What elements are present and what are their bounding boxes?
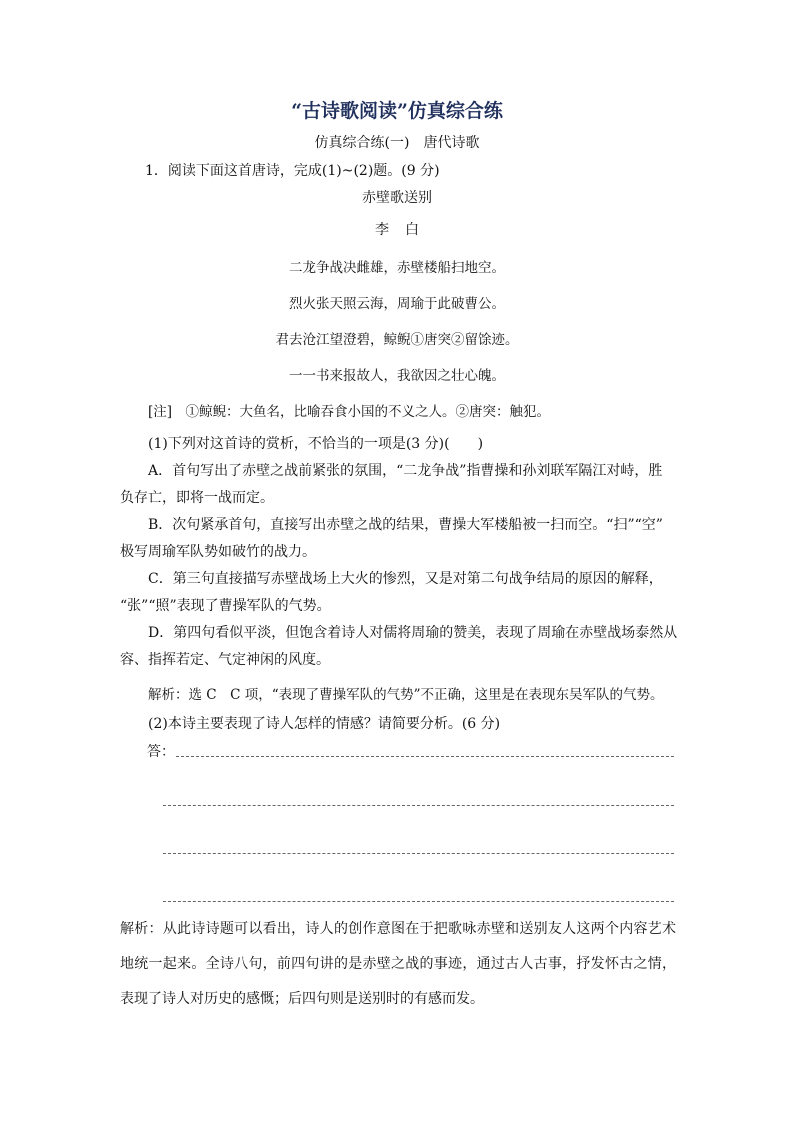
option-c: C．第三句直接描写赤壁战场上大火的惨烈，又是对第二句战争结局的原因的解释，: [148, 571, 663, 587]
page-title: “古诗歌阅读”仿真综合练: [291, 100, 503, 122]
poem-author: 李白: [375, 222, 435, 238]
answer-line[interactable]: [176, 756, 674, 757]
poem-line: 君去沧江望澄碧，鲸鲵①唐突②留馀迹。: [275, 332, 519, 348]
option-b-continued: 极写周瑜军队势如破竹的战力。: [120, 544, 316, 560]
option-b: B．次句紧承首句，直接写出赤壁之战的结果，曹操大军楼船被一扫而空。“扫”“空”: [148, 517, 663, 533]
poem-line: 烈火张天照云海，周瑜于此破曹公。: [289, 296, 505, 312]
answer-line[interactable]: [163, 901, 674, 902]
sub-question-1-analysis: 解析：选 C C 项，“表现了曹操军队的气势”不正确，这里是在表现东吴军队的气势。: [148, 687, 664, 703]
question-1-intro: 1．阅读下面这首唐诗，完成(1)~(2)题。(9 分): [145, 163, 440, 179]
option-a: A．首句写出了赤壁之战前紧张的氛围，“二龙争战”指曹操和孙刘联军隔江对峙，胜: [148, 463, 663, 479]
poem-note: [注] ①鲸鲵：大鱼名，比喻吞食小国的不义之人。②唐突：触犯。: [148, 404, 551, 420]
answer-line[interactable]: [163, 853, 674, 854]
section-subtitle: 仿真综合练(一) 唐代诗歌: [314, 135, 480, 151]
option-a-continued: 负存亡，即将一战而定。: [120, 490, 274, 506]
poem-title: 赤壁歌送别: [362, 190, 432, 206]
sub-question-2-stem: (2)本诗主要表现了诗人怎样的情感？请简要分析。(6 分): [148, 716, 501, 732]
sub-question-1-stem: (1)下列对这首诗的赏析，不恰当的一项是(3 分)( ): [148, 436, 484, 452]
option-c-continued: “张”“照”表现了曹操军队的气势。: [120, 598, 331, 614]
answer-label: 答：: [147, 744, 175, 760]
option-d-continued: 容、指挥若定、气定神闲的风度。: [120, 652, 330, 668]
poem-line: 二龙争战决雌雄，赤壁楼船扫地空。: [289, 260, 505, 276]
answer-line[interactable]: [163, 805, 674, 806]
option-d: D．第四句看似平淡，但饱含着诗人对儒将周瑜的赞美，表现了周瑜在赤壁战场泰然从: [148, 625, 678, 641]
sub-question-2-analysis: 解析：从此诗诗题可以看出，诗人的创作意图在于把歌咏赤壁和送别友人这两个内容艺术地统一起来。全诗八句，前四句讲的是赤壁之战的事迹，通过古人古事，抒发怀古之情，表现了诗人对历史的感慨；后四句则是送别时的有感而发。: [120, 921, 676, 1007]
poem-line: 一一书来报故人，我欲因之壮心魄。: [289, 368, 505, 384]
